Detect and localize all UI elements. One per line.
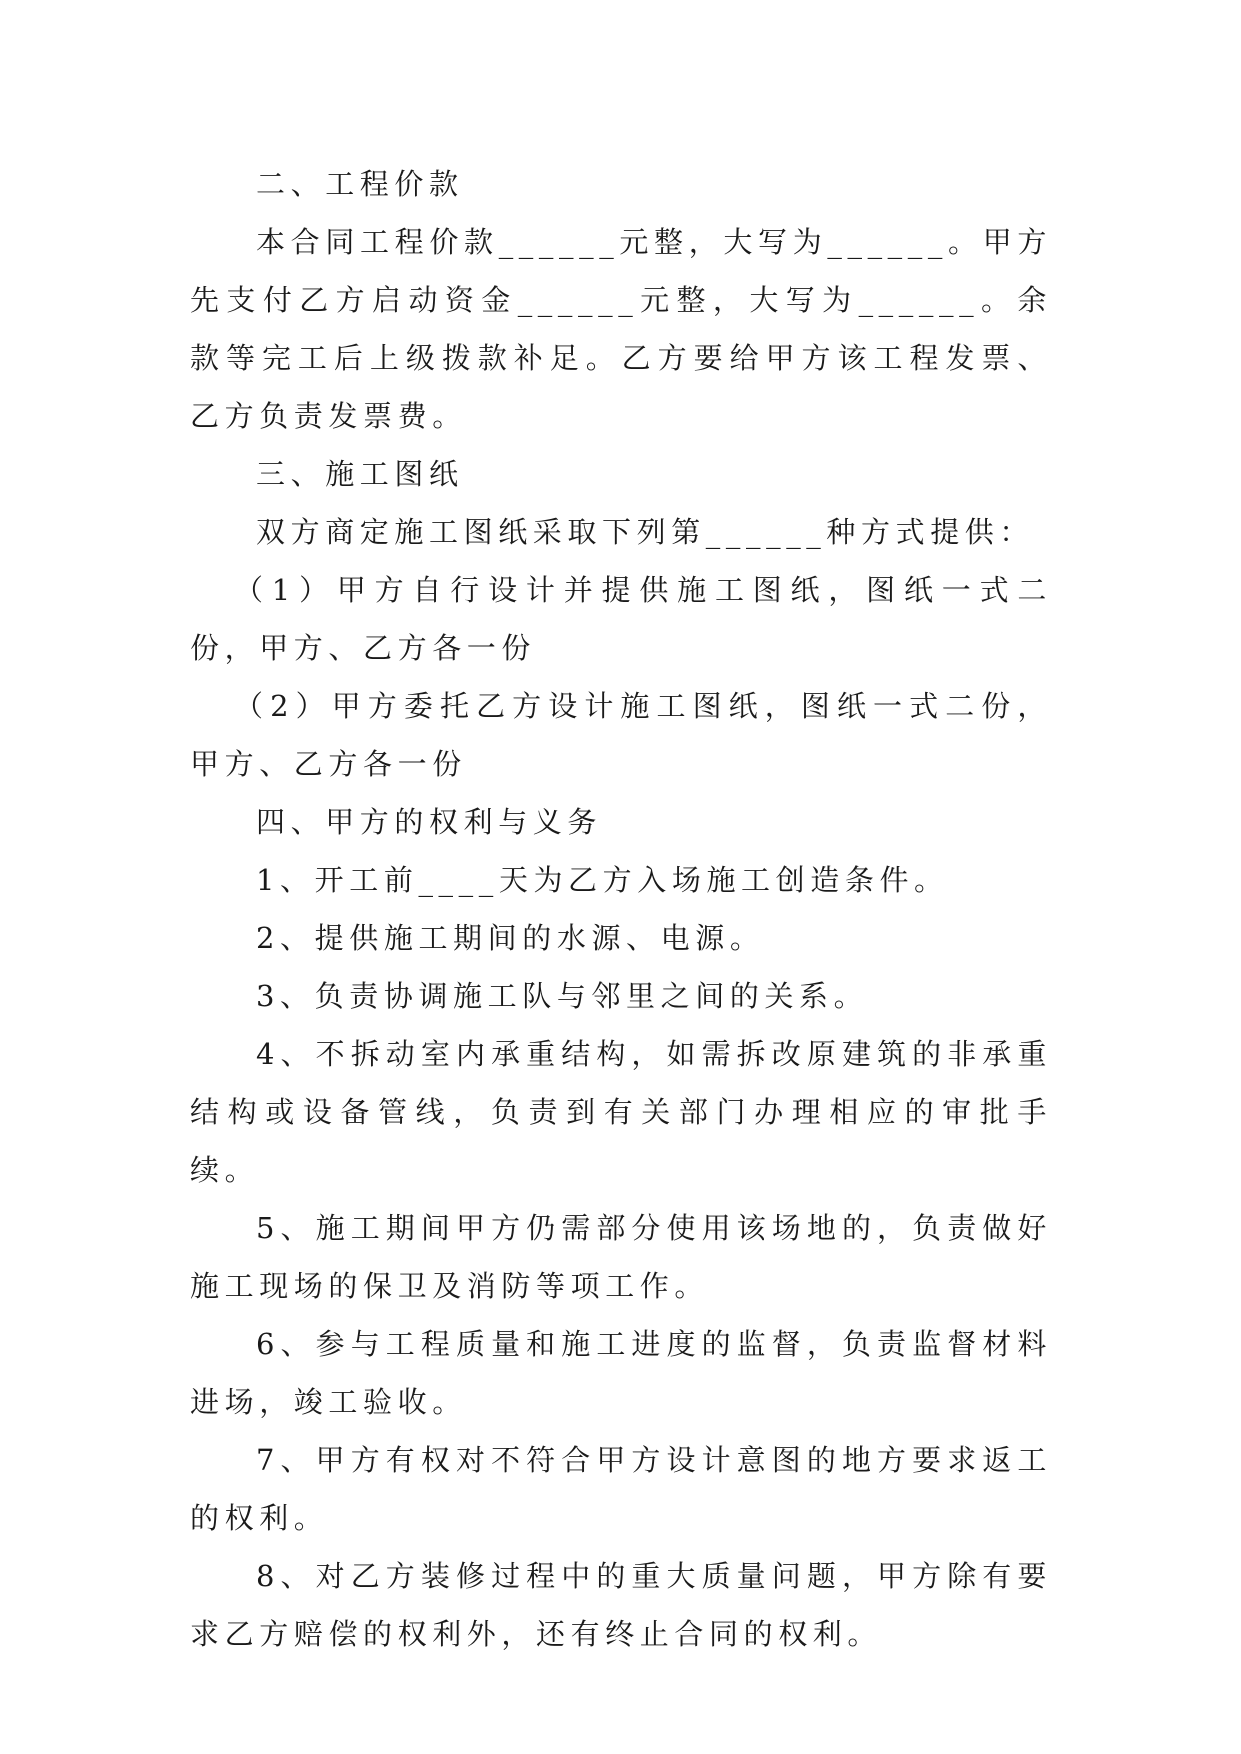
list-item: 4、不拆动室内承重结构，如需拆改原建筑的非承重结构或设备管线，负责到有关部门办理相应的审批手续。 [190, 1037, 1052, 1187]
paragraph-drawings-option-1: （1）甲方自行设计并提供施工图纸，图纸一式二份，甲方、乙方各一份 [190, 573, 1052, 665]
document-body [190, 155, 1052, 1663]
paragraph-drawings-method: 双方商定施工图纸采取下列第______种方式提供： [256, 515, 1035, 549]
section-heading-party-a-rights: 四、甲方的权利与义务 [256, 805, 603, 839]
list-item: 6、参与工程质量和施工进度的监督，负责监督材料进场，竣工验收。 [190, 1327, 1052, 1419]
paragraph-price-terms: 本合同工程价款______元整，大写为______。甲方先支付乙方启动资金______元整，大写为______。余款等完工后上级拨款补足。乙方要给甲方该工程发票、乙方负责发票费。 [190, 225, 1052, 433]
list-item: 3、负责协调施工队与邻里之间的关系。 [256, 979, 869, 1013]
section-heading-drawings: 三、施工图纸 [256, 457, 464, 491]
paragraph-drawings-option-2: （2）甲方委托乙方设计施工图纸，图纸一式二份，甲方、乙方各一份 [190, 689, 1052, 781]
list-item: 7、甲方有权对不符合甲方设计意图的地方要求返工的权利。 [190, 1443, 1052, 1535]
list-item: 5、施工期间甲方仍需部分使用该场地的，负责做好施工现场的保卫及消防等项工作。 [190, 1211, 1052, 1303]
list-item: 8、对乙方装修过程中的重大质量问题，甲方除有要求乙方赔偿的权利外，还有终止合同的权利。 [190, 1559, 1052, 1651]
list-item: 1、开工前____天为乙方入场施工创造条件。 [256, 863, 949, 897]
list-item: 2、提供施工期间的水源、电源。 [256, 921, 765, 955]
section-heading-price: 二、工程价款 [256, 167, 464, 201]
